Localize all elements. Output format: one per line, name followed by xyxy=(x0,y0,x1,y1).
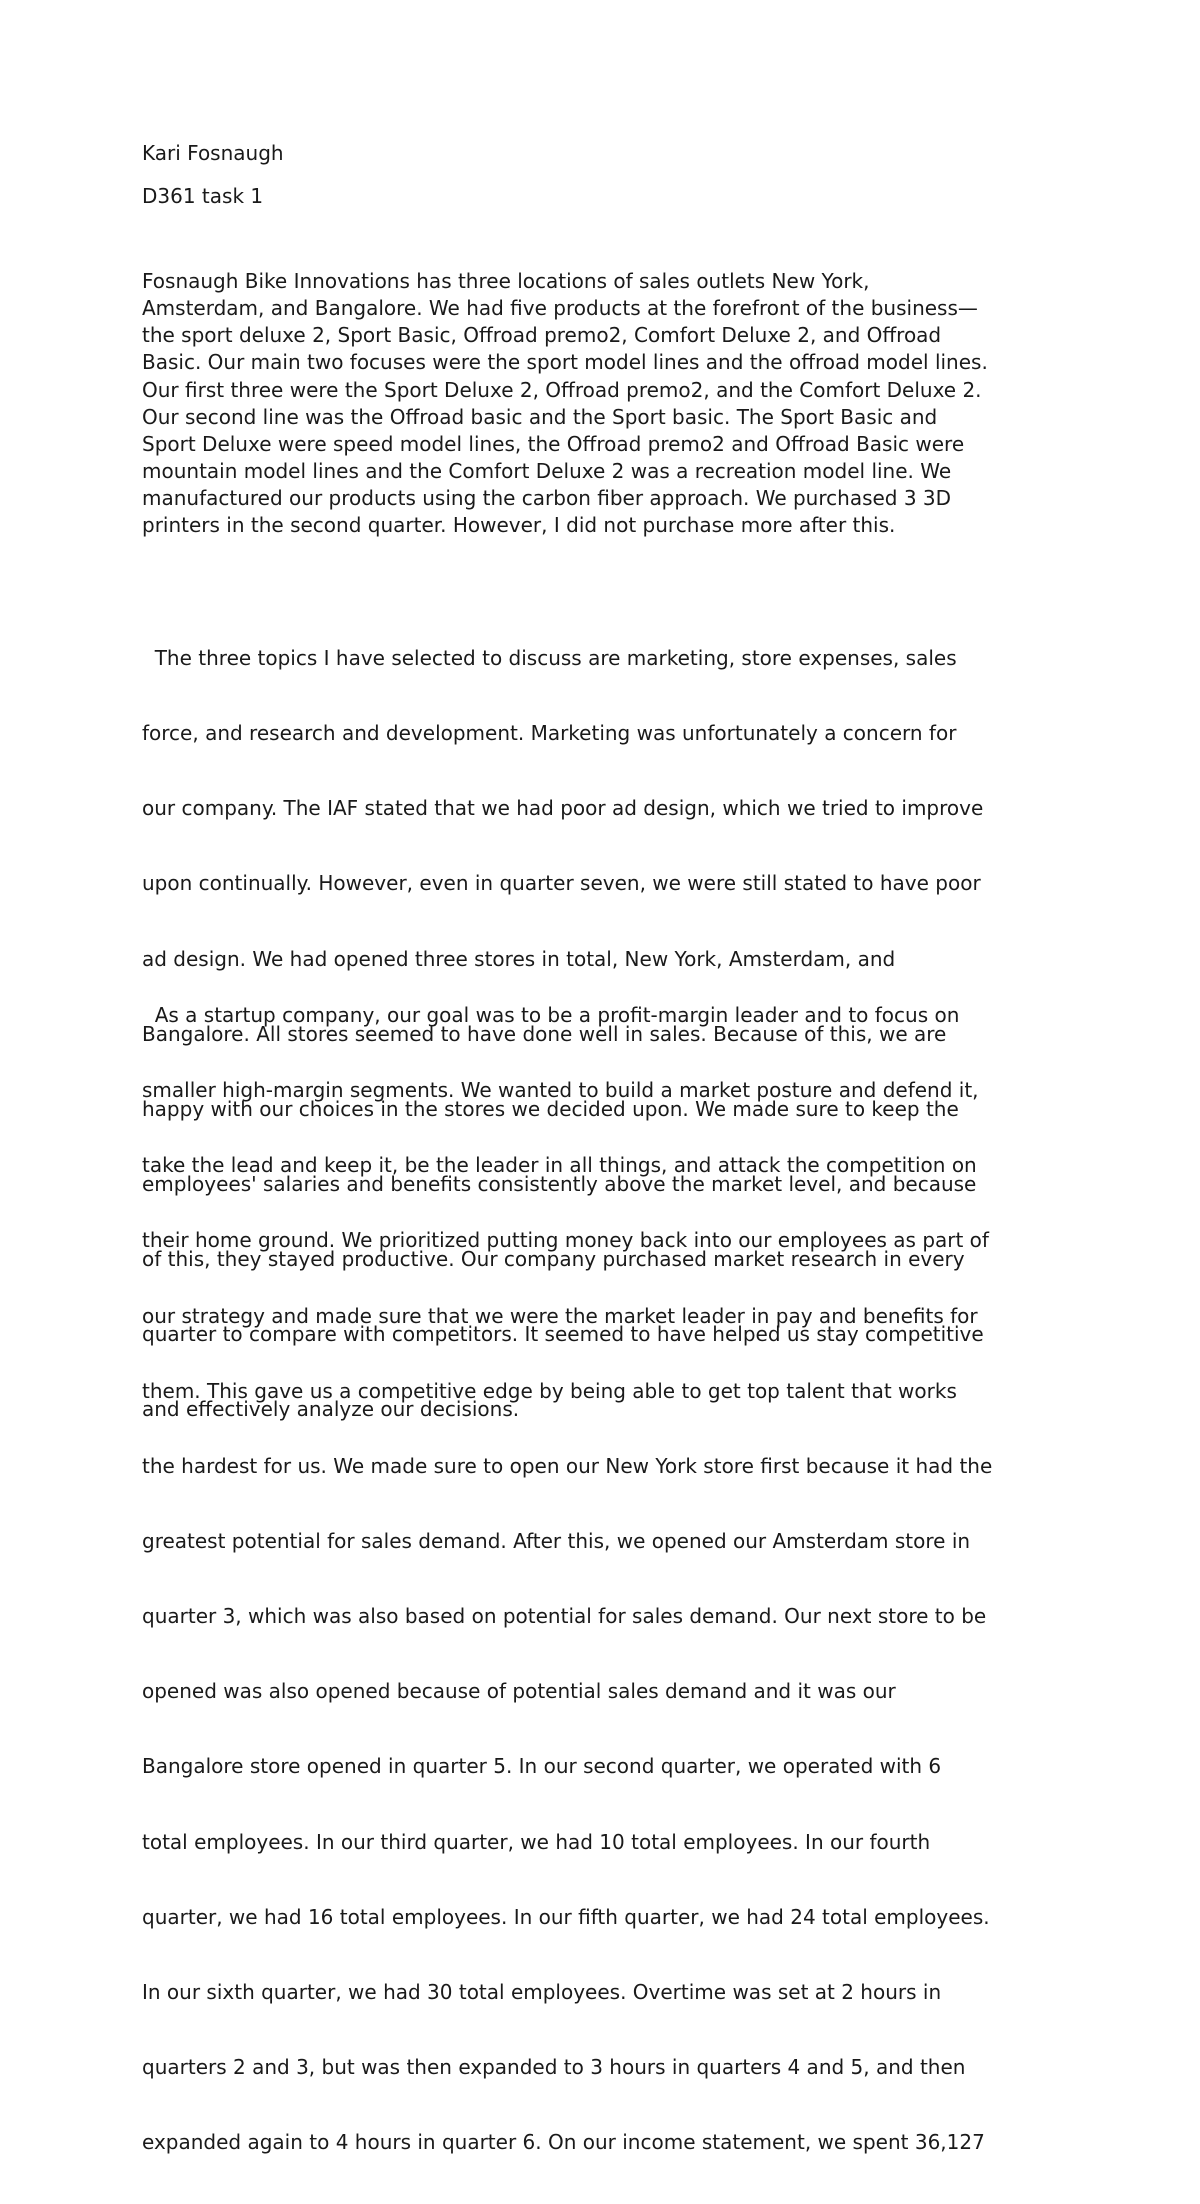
text-line: manufactured our products using the carbon fiber approach. We purchased 3 3D xyxy=(142,486,952,511)
text-line: In our sixth quarter, we had 30 total employees. Overtime was set at 2 hours in xyxy=(142,1979,942,2004)
text-line: printers in the second quarter. However, I did not purchase more after this. xyxy=(142,513,896,538)
paragraph-strategy xyxy=(142,954,1082,2204)
text-line: Bangalore store opened in quarter 5. In our second quarter, we operated with 6 xyxy=(142,1754,942,1779)
text-line: smaller high-margin segments. We wanted to build a market posture and defend it, xyxy=(142,1078,979,1103)
text-line: Fosnaugh Bike Innovations has three locations of sales outlets New York, xyxy=(142,269,870,293)
text-line: mountain model lines and the Comfort Deluxe 2 was a recreation model line. We xyxy=(142,458,952,483)
text-line: of this, they stayed productive. Our company purchased market research in every xyxy=(142,1247,965,1272)
text-line: quarters 2 and 3, but was then expanded to 3 hours in quarters 4 and 5, and then xyxy=(142,2054,966,2079)
text-line: quarter to compare with competitors. It seemed to have helped us stay competitive xyxy=(142,1322,984,1347)
text-line: Our first three were the Sport Deluxe 2, Offroad premo2, and the Comfort Deluxe 2. xyxy=(142,377,982,402)
text-line: take the lead and keep it, be the leader in all things, and attack the competition on xyxy=(142,1153,977,1178)
text-line: our company. The IAF stated that we had poor ad design, which we tried to improve xyxy=(142,796,984,821)
text-line: our strategy and made sure that we were the market leader in pay and benefits for xyxy=(142,1303,978,1328)
text-line: opened was also opened because of potential sales demand and it was our xyxy=(142,1679,896,1704)
text-line: quarter, we had 16 total employees. In our fifth quarter, we had 24 total employees. xyxy=(142,1904,990,1929)
author-name: Kari Fosnaugh xyxy=(142,141,284,165)
text-line: Basic. Our main two focuses were the sport model lines and the offroad model lines. xyxy=(142,350,988,375)
text-line: the hardest for us. We made sure to open our New York store first because it had the xyxy=(142,1453,993,1478)
text-line: happy with our choices in the stores we decided upon. We made sure to keep the xyxy=(142,1096,959,1121)
text-line: them. This gave us a competitive edge by being able to get top talent that works xyxy=(142,1378,957,1403)
text-line: force, and research and development. Marketing was unfortunately a concern for xyxy=(142,721,957,746)
text-line: Our second line was the Offroad basic and the Sport basic. The Sport Basic and xyxy=(142,404,938,429)
text-line: total employees. In our third quarter, we had 10 total employees. In our fourth xyxy=(142,1829,931,1854)
text-line: Sport Deluxe were speed model lines, the Offroad premo2 and Offroad Basic were xyxy=(142,431,965,456)
text-line: expanded again to 4 hours in quarter 6. On our income statement, we spent 36,127 xyxy=(142,2130,985,2155)
text-line: Amsterdam, and Bangalore. We had five products at the forefront of the business— xyxy=(142,296,978,321)
text-line: quarter 3, which was also based on potential for sales demand. Our next store to be xyxy=(142,1604,987,1629)
text-line: As a startup company, our goal was to be a profit-margin leader and to focus on xyxy=(142,1003,960,1027)
text-line: and effectively analyze our decisions. xyxy=(142,1397,520,1422)
course-label: D361 task 1 xyxy=(142,184,264,208)
text-line: their home ground. We prioritized putting money back into our employees as part of xyxy=(142,1228,989,1253)
text-line: greatest potential for sales demand. After this, we opened our Amsterdam store in xyxy=(142,1528,971,1553)
text-line: upon continually. However, even in quarter seven, we were still stated to have poor xyxy=(142,871,981,896)
paragraph-overview xyxy=(142,268,1082,539)
text-line: the sport deluxe 2, Sport Basic, Offroad premo2, Comfort Deluxe 2, and Offroad xyxy=(142,323,942,348)
text-line: Bangalore. All stores seemed to have done well in sales. Because of this, we are xyxy=(142,1021,947,1046)
text-line: employees' salaries and benefits consistently above the market level, and because xyxy=(142,1171,977,1196)
text-line: The three topics I have selected to discuss are marketing, store expenses, sales xyxy=(142,646,957,670)
text-line: ad design. We had opened three stores in total, New York, Amsterdam, and xyxy=(142,946,896,971)
